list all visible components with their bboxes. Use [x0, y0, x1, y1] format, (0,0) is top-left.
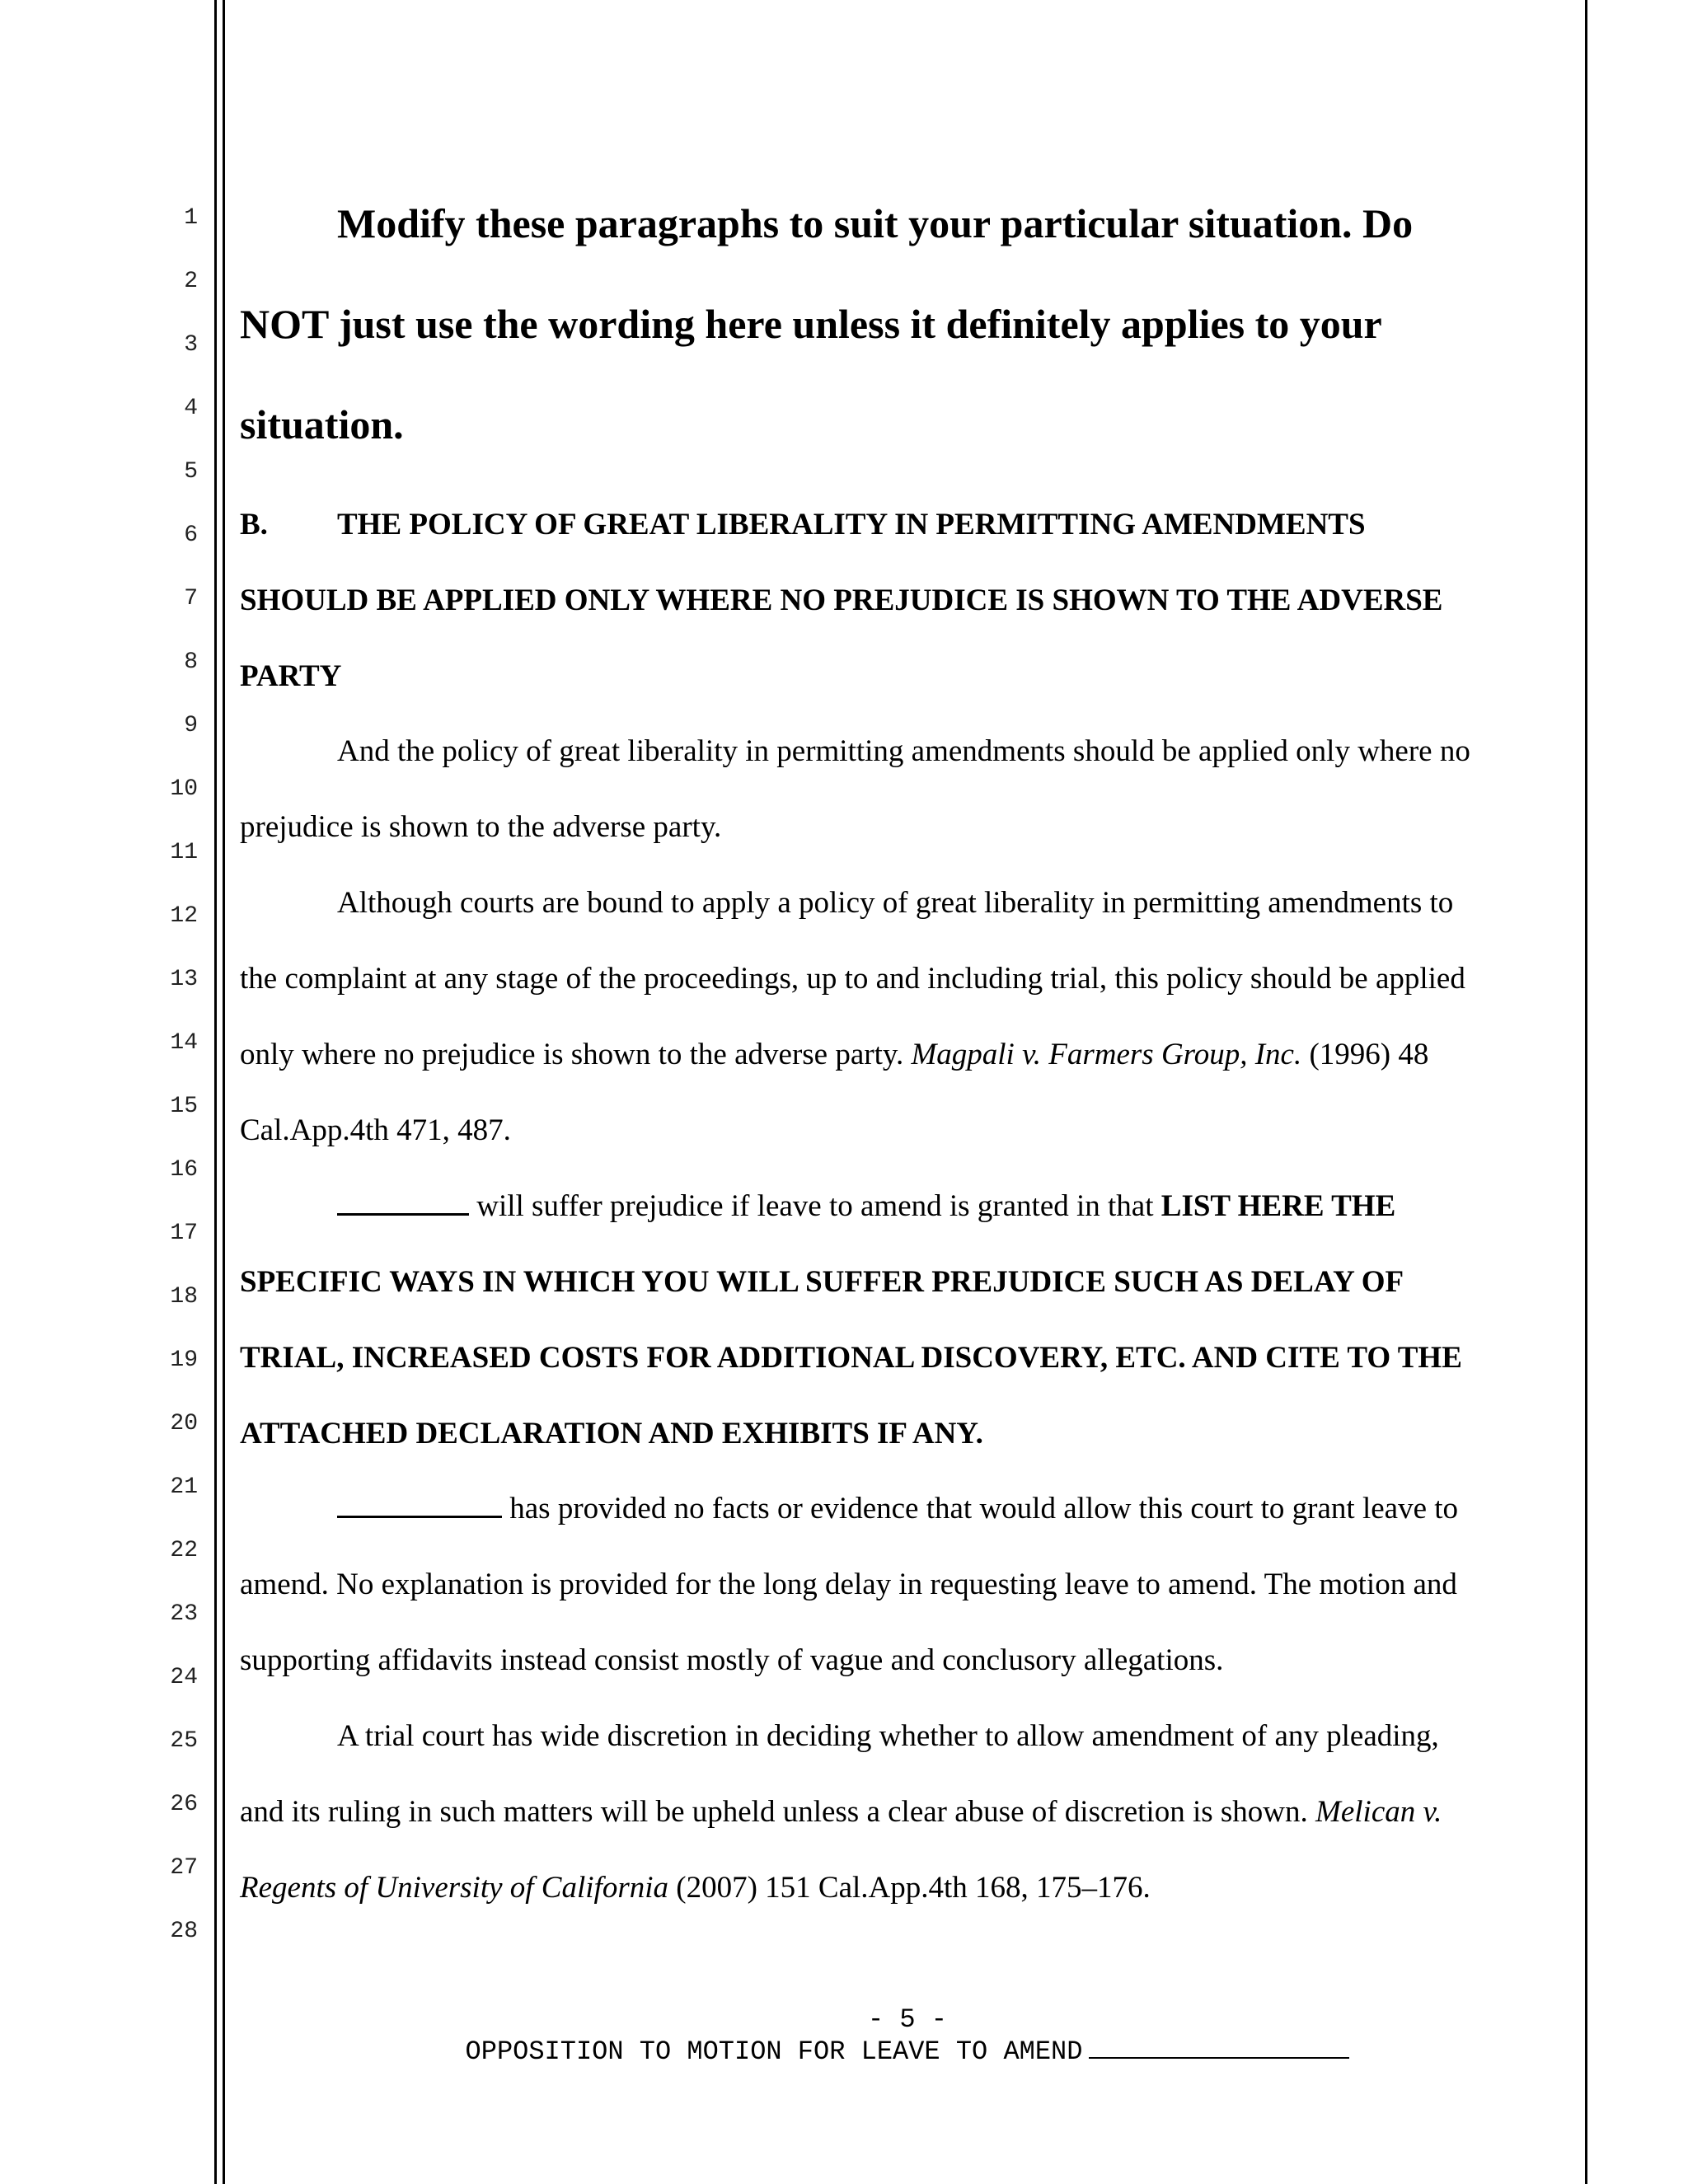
line-number-column: [157, 0, 198, 2184]
case-citation: Regents of University of California: [240, 1871, 669, 1905]
notice-line: situation.: [240, 401, 404, 448]
line-number: 11: [170, 840, 198, 865]
paragraph-line: Cal.App.4th 471, 487.: [240, 1113, 511, 1147]
footer-title-line: [240, 2036, 1575, 2068]
party-name-blank: [337, 1188, 469, 1216]
paragraph-line: [240, 1774, 1575, 1850]
instruction-line: TRIAL, INCREASED COSTS FOR ADDITIONAL DISCOVERY, ETC. AND CITE TO THE: [240, 1341, 1462, 1375]
line-number: 2: [184, 269, 198, 294]
paragraph-line: prejudice is shown to the adverse party.: [240, 810, 722, 844]
line-number: 7: [184, 586, 198, 612]
paragraph: [240, 865, 1575, 1169]
line-number: 27: [170, 1855, 198, 1881]
line-number: 12: [170, 903, 198, 929]
line-number: 23: [170, 1601, 198, 1627]
paragraph-line: A trial court has wide discretion in deciding whether to allow amendment of any pleading,: [337, 1719, 1439, 1753]
text-run: has provided no facts or evidence that would allow this court to grant leave to: [502, 1492, 1459, 1526]
line-number: 13: [170, 967, 198, 992]
paragraph-line: [240, 1471, 1575, 1547]
heading-line: [240, 487, 1575, 563]
line-number: 21: [170, 1474, 198, 1500]
text-run: will suffer prejudice if leave to amend is granted in that: [469, 1189, 1161, 1223]
party-name-blank: [337, 1491, 502, 1518]
paragraph: [240, 1471, 1575, 1699]
paragraph-line: [240, 1850, 1575, 1926]
paragraph-line: [240, 1169, 1575, 1244]
document-title: OPPOSITION TO MOTION FOR LEAVE TO AMEND: [465, 2036, 1083, 2067]
instruction-line: SPECIFIC WAYS IN WHICH YOU WILL SUFFER PREJUDICE SUCH AS DELAY OF: [240, 1265, 1404, 1299]
line-number: 20: [170, 1411, 198, 1436]
section-letter: B.: [240, 508, 268, 541]
heading-line: PARTY: [240, 659, 342, 693]
paragraph-line: supporting affidavits instead consist mostly of vague and conclusory allegations.: [240, 1643, 1224, 1677]
line-number: 17: [170, 1221, 198, 1246]
text-run: (2007) 151 Cal.App.4th 168, 175–176.: [668, 1871, 1151, 1905]
paragraph: [240, 714, 1575, 865]
paragraph: [240, 1699, 1575, 1926]
paragraph-line: amend. No explanation is provided for the long delay in requesting leave to amend. The motion and: [240, 1568, 1457, 1601]
case-citation: Magpali v. Farmers Group, Inc.: [911, 1038, 1302, 1071]
right-margin-rule: [1585, 0, 1587, 2184]
page-number: - 5 -: [867, 2004, 947, 2035]
line-number: 18: [170, 1284, 198, 1310]
paragraph-line: the complaint at any stage of the proceedings, up to and including trial, this policy should be applied: [240, 962, 1465, 996]
notice-line: Modify these paragraphs to suit your particular situation. Do: [337, 200, 1414, 246]
line-number: 16: [170, 1157, 198, 1183]
line-number: 28: [170, 1919, 198, 1944]
paragraph-line: [240, 1017, 1575, 1093]
left-margin-rule-inner: [223, 0, 225, 2184]
line-number: 5: [184, 459, 198, 485]
text-run: only where no prejudice is shown to the adverse party.: [240, 1038, 912, 1071]
case-citation: Melican v.: [1315, 1795, 1442, 1829]
line-number: 8: [184, 649, 198, 675]
line-number: 15: [170, 1094, 198, 1119]
line-number: 24: [170, 1665, 198, 1690]
line-number: 9: [184, 713, 198, 738]
line-number: 26: [170, 1792, 198, 1817]
instruction-line: ATTACHED DECLARATION AND EXHIBITS IF ANY.: [240, 1417, 983, 1451]
line-number: 6: [184, 523, 198, 548]
section-heading: [240, 487, 1575, 715]
line-number: 3: [184, 332, 198, 358]
line-number: 19: [170, 1347, 198, 1373]
line-number: 10: [170, 776, 198, 802]
notice-line: NOT just use the wording here unless it definitely applies to your: [240, 301, 1382, 347]
line-number: 1: [184, 205, 198, 231]
heading-text: THE POLICY OF GREAT LIBERALITY IN PERMITTING AMENDMENTS: [337, 508, 1366, 541]
line-number: 14: [170, 1030, 198, 1056]
left-margin-rule-outer: [214, 0, 217, 2184]
page-footer: [240, 2004, 1575, 2068]
paragraph-line: Although courts are bound to apply a policy of great liberality in permitting amendments to: [337, 886, 1454, 920]
line-number: 4: [184, 396, 198, 421]
instruction-notice: [240, 173, 1575, 475]
text-run: and its ruling in such matters will be upheld unless a clear abuse of discretion is shown.: [240, 1795, 1316, 1829]
paragraph: [240, 1169, 1575, 1472]
heading-line: SHOULD BE APPLIED ONLY WHERE NO PREJUDICE IS SHOWN TO THE ADVERSE: [240, 583, 1443, 617]
line-number: 22: [170, 1538, 198, 1563]
footer-blank: [1089, 2036, 1349, 2059]
text-run: (1996) 48: [1301, 1038, 1429, 1071]
instruction-text: LIST HERE THE: [1160, 1189, 1396, 1223]
paragraph-line: And the policy of great liberality in permitting amendments should be applied only where no: [337, 734, 1470, 768]
line-number: 25: [170, 1728, 198, 1754]
